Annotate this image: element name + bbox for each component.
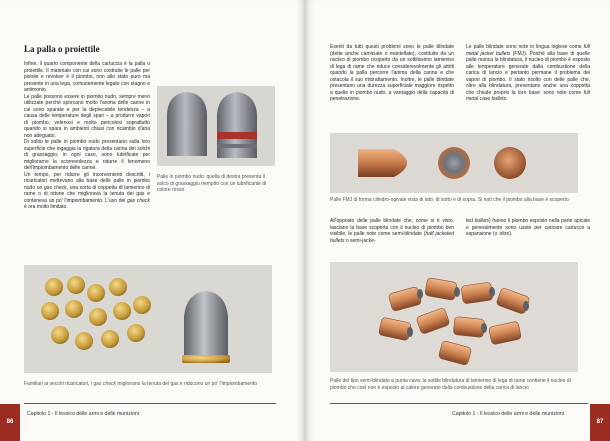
right-text-column-1 [330, 44, 454, 103]
left-text-column [24, 61, 150, 211]
running-footer: Capitolo 1 - Il lessico delle armi e delle munizioni [452, 411, 564, 417]
caption: Palle del tipo semi-blindato a punta cava: la sottile blindatura di lamierino di lega di rame contiene il nucleo di piombo che così non è esposto al calore generato dalla combustione della carica di lancio [330, 378, 571, 391]
caption: Palle FMJ di forma cilindro-ogivale vista di lato, di sotto e di sopra. Si noti che il piombo alla base è scoperto [330, 197, 569, 203]
footer-rule [330, 403, 588, 404]
paragraph: ted bullets) hanno il piombo esposto nella parte apicale e generalmente sono usate per caricare cartucce a espansione (v. oltre). [466, 218, 591, 237]
page-number: 87 [590, 404, 610, 441]
paragraph: Infine, il quarto componente della cartuccia è la palla o proiettile. Il materiale con cui sono costruite le palle per pistole e revolver è il piombo, non allo stato puro ma presente in una lega, comunemente legato con stagno e antimonio. [24, 61, 150, 93]
gas-check-photo [24, 265, 272, 373]
semi-jacketed-bullets-photo [330, 262, 578, 372]
section-title: La palla o proiettile [24, 44, 100, 54]
running-footer: Capitolo 1 - Il lessico delle armi e delle munizioni [27, 411, 139, 417]
caption: Familiari ai vecchi ricaricatori, i gas check migliorano la tenuta del gas e riducono un po' l'impiombamento [24, 381, 258, 387]
paragraph: Le palle possono essere in piombo nudo, sempre meno utilizzate perché sporcano molto l'anima delle canne in cui sono sparate e per la deprecabile tendenza – a causa delle temperature degli spari – a produrre vapori di piombo, velenosi e molto pericolosi soprattutto quando si spara in ambienti chiusi con ricambio d'aria non adeguato. [24, 93, 150, 139]
fmj-bullets-photo [330, 133, 578, 193]
right-page [306, 0, 610, 441]
paragraph: Le palle blindate sono note in lingua inglese come full metal jacket bullets (FMJ). Poiché alla base di quelle palle manca la blindatura, il nucleo di piombo è esposto alle temperature generate dalla combustione della carica di lancio e pertanto permane il problema dei vapori di piombo. Il stato risolto con delle palle che, oltre alla blindatura, presentano anche una coppetta che chiude proprio la loro base: sono note come full metal case bullets. [466, 44, 590, 102]
paragraph: Esenti da tutti questi problemi sono le palle blindate (dette anche camiciate o mantellate), costituite da un nucleo di piombo ricoperto da un sottilissimo lamierino di lega di rame che riduce considerevolmente gli attriti quando la palla percorre l'anima della canna e che ostacola il suo imbrattamento. Inoltre, le palle blindate presentano una durezza superficiale maggiore rispetto a quelle in piombo nudo, a vantaggio della capacità di penetrazione. [330, 44, 454, 102]
right-text-column-1b [330, 218, 454, 244]
right-text-column-2b [466, 218, 590, 238]
left-page [0, 0, 304, 441]
footer-rule [24, 403, 276, 404]
paragraph: Un tempo, per ridurre gli inconvenienti descritti, i ricaricatori mettevano alla base delle palle in piombo nudo un gas check, una sorta di coppetta di lamierino di rame o di ottone che migliorava la tenuta dei gas e conteneva un po' l'impiombamento. L'uso dei gas check è ora molto limitato. [24, 171, 151, 210]
paragraph: Di solito le palle in piombo nudo presentano sulla loro superficie che ingaggia la rigatura della canna dei solchi di grassaggio; in ogni caso, sono lubrificate per migliorarne la scorrevolezza e ridurre il fenomeno dell'impiombamento delle canne. [24, 139, 150, 171]
caption: Palle in piombo nudo: quella di destra presenta il solco di grassaggio riempito con un lubrificante di colore rosso [157, 174, 267, 193]
lead-bullets-photo [157, 86, 275, 166]
right-text-column-2 [466, 44, 590, 103]
page-number: 86 [0, 404, 20, 441]
paragraph: All'opposto delle palle blindate che, come si è visto, lasciano la base scoperta con il nucleo di piombo ben visibile, le palle note come semi-blindate (half jacketed bullets o semi-jacke- [330, 218, 454, 244]
